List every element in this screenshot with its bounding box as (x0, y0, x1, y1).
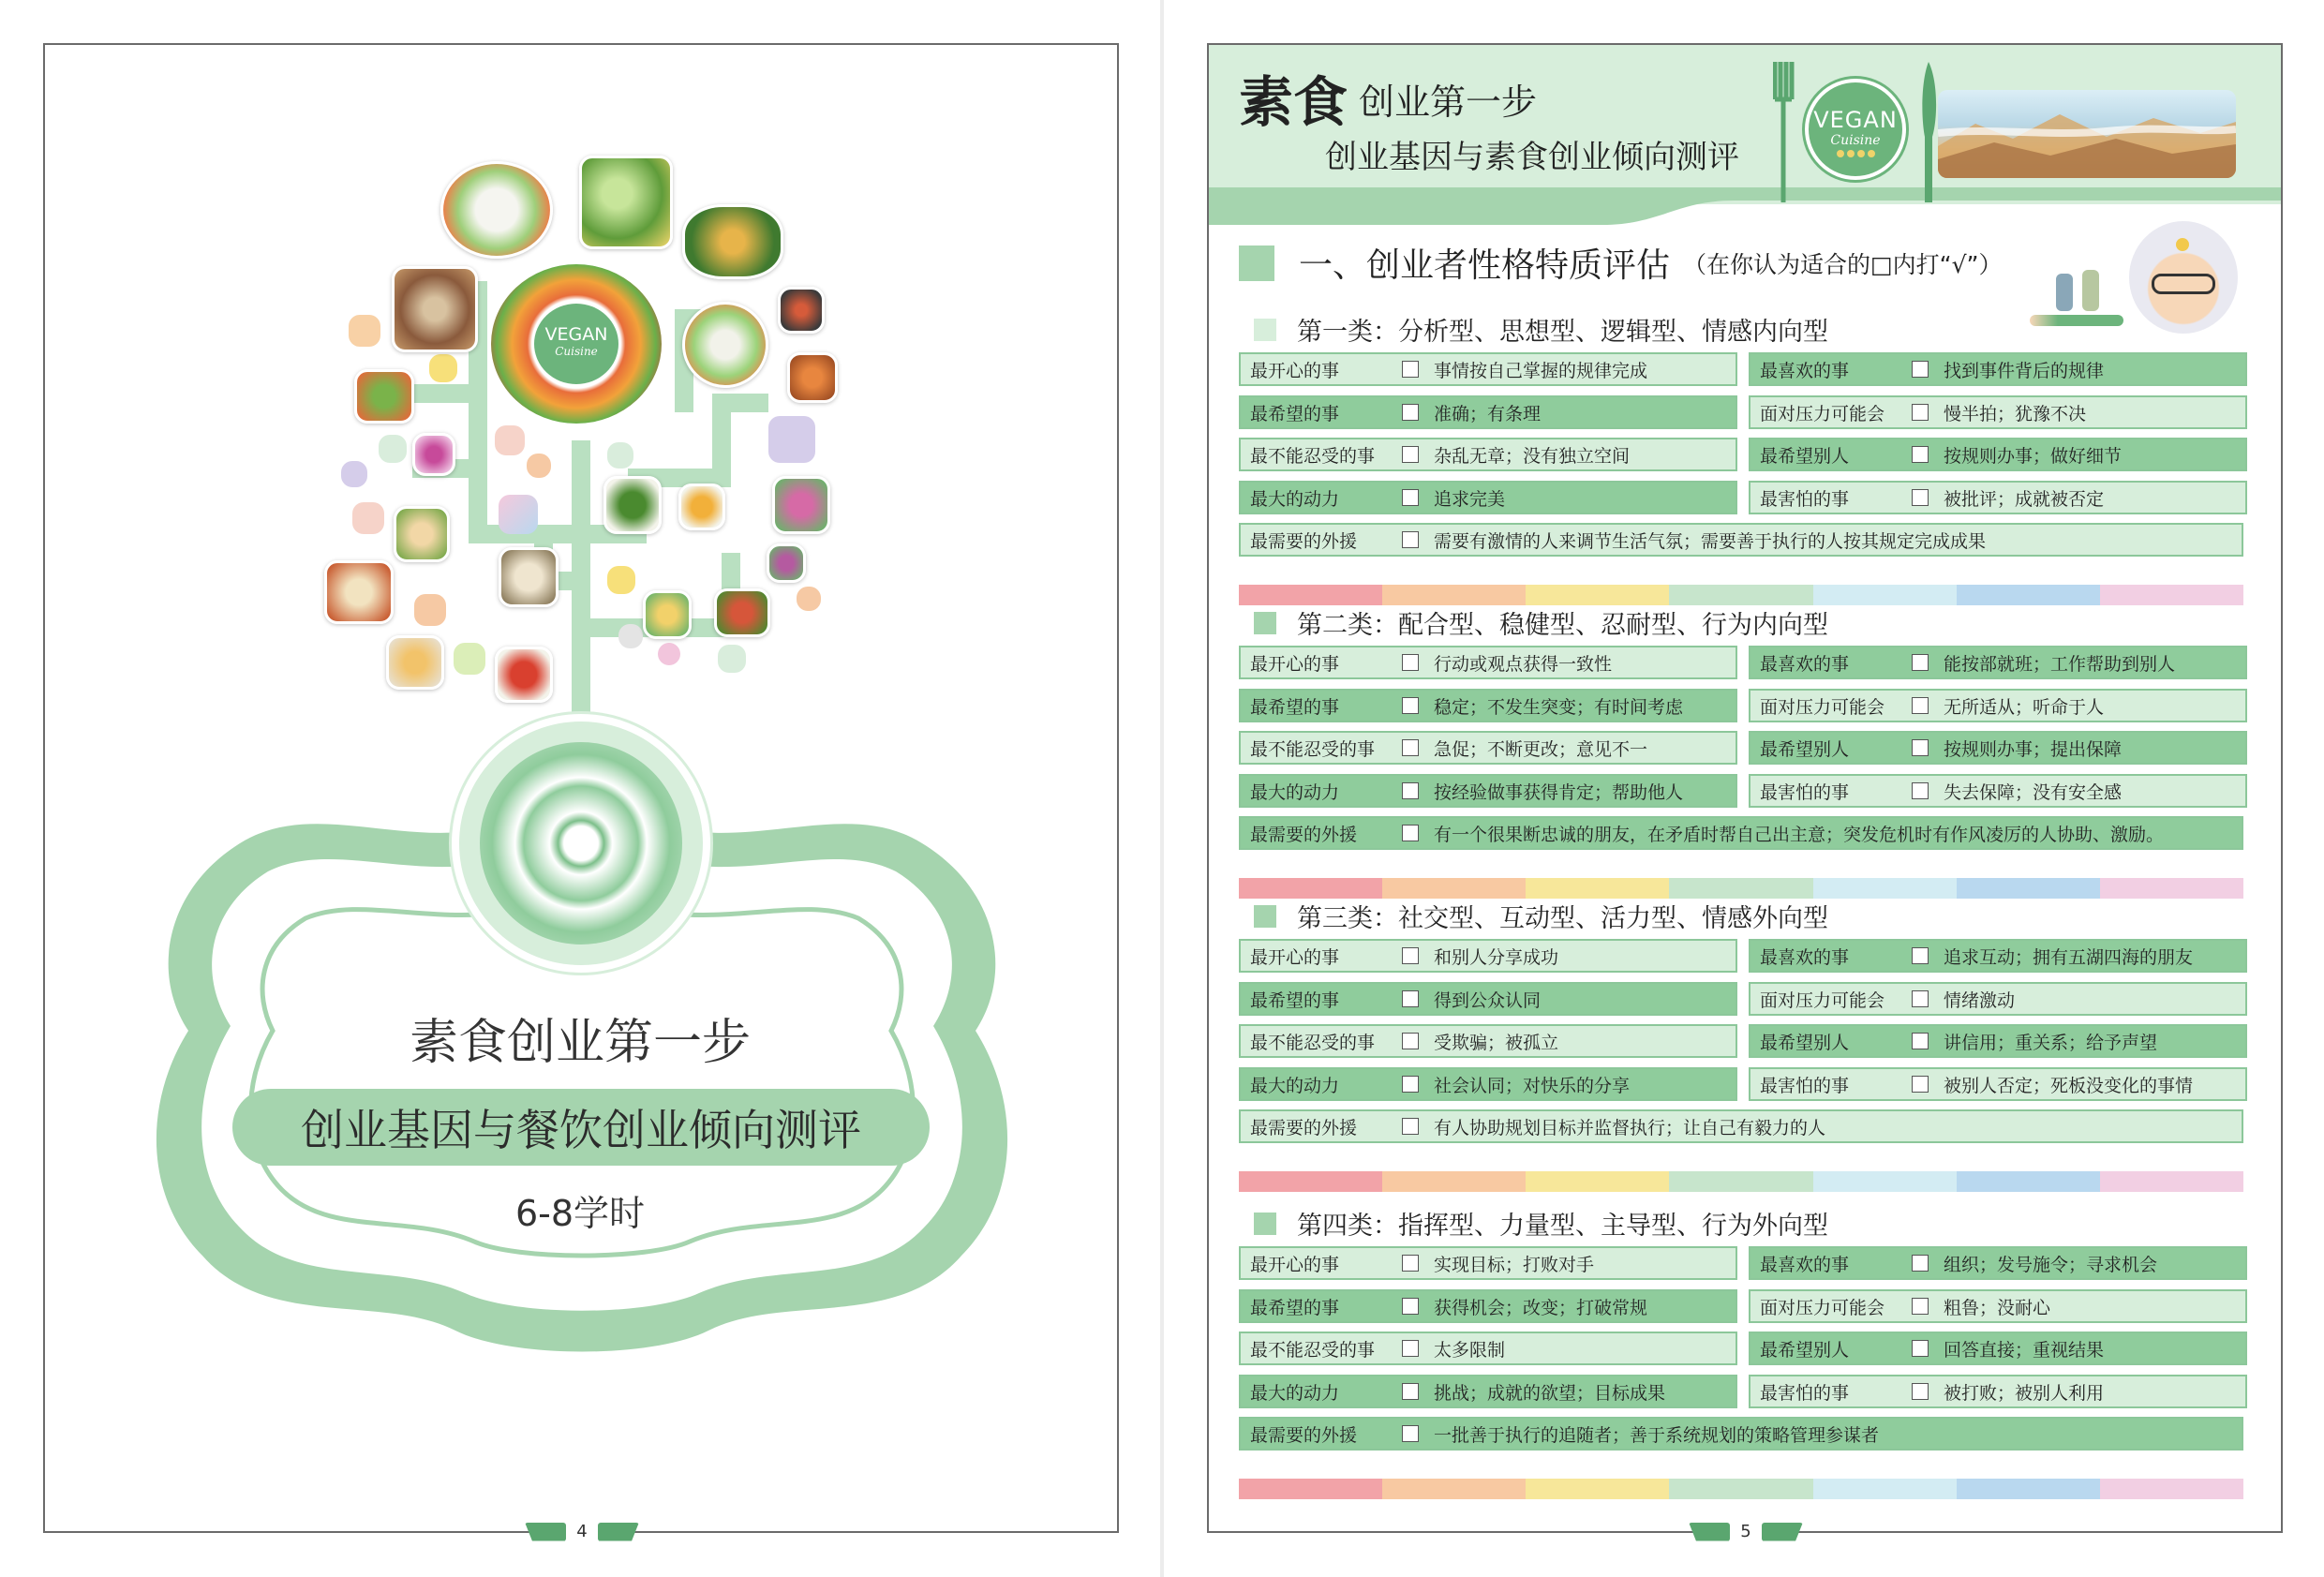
trait-row-right (1749, 982, 2247, 1016)
trait-value: 社会认同；对快乐的分享 (1434, 1075, 1631, 1096)
checkbox[interactable] (1912, 697, 1929, 714)
logo-script: Cuisine (1830, 133, 1881, 148)
page-number-tab (525, 1522, 639, 1541)
trait-label: 最希望的事 (1250, 989, 1340, 1011)
checkbox[interactable] (1402, 446, 1419, 463)
trait-value: 有人协助规划目标并监督执行；让自己有毅力的人 (1434, 1117, 1826, 1138)
section-title (1239, 239, 2002, 287)
trait-value: 被别人否定；死板没变化的事情 (1944, 1075, 2194, 1096)
pastel-tile (797, 587, 821, 611)
section-instruction: （在你认为适合的□内打“√”） (1683, 250, 2003, 278)
trait-value: 追求互动；拥有五湖四海的朋友 (1944, 946, 2194, 968)
food-photo-veg-dish (682, 204, 783, 279)
trait-label: 面对压力可能会 (1760, 696, 1885, 718)
food-photo-small (394, 506, 450, 562)
trait-row-left (1239, 1067, 1737, 1101)
trait-label: 最需要的外援 (1250, 824, 1358, 845)
category-title (1254, 1205, 1828, 1242)
food-photo-small (714, 588, 770, 637)
trait-label: 最害怕的事 (1760, 1382, 1850, 1404)
trait-row-right (1749, 774, 2247, 808)
trait-label: 最喜欢的事 (1760, 1254, 1850, 1275)
trait-row-right (1749, 1024, 2247, 1058)
pastel-tile (352, 502, 384, 534)
category-marker (1254, 905, 1276, 928)
trait-label: 最不能忍受的事 (1250, 1032, 1376, 1053)
header-title-big: 素食 (1239, 70, 1348, 134)
food-photo-small (386, 635, 444, 690)
food-photo-small (787, 352, 838, 403)
food-photo-small (778, 287, 825, 334)
trait-label: 最开心的事 (1250, 653, 1340, 675)
trait-value: 追求完美 (1434, 488, 1506, 510)
category-title (1254, 898, 1828, 934)
trait-row-right (1749, 1375, 2247, 1408)
trait-label: 最希望别人 (1760, 1032, 1850, 1053)
trait-row-right (1749, 689, 2247, 722)
trait-value: 杂乱无章；没有独立空间 (1434, 445, 1631, 467)
trait-label: 最不能忍受的事 (1250, 445, 1376, 467)
pastel-tile (618, 624, 643, 648)
checkbox[interactable] (1402, 697, 1419, 714)
food-photo-small (643, 590, 692, 639)
checkbox[interactable] (1912, 1076, 1929, 1093)
rainbow-divider (1239, 878, 2243, 899)
trait-label: 最开心的事 (1250, 946, 1340, 968)
trait-label: 最害怕的事 (1760, 1075, 1850, 1096)
trait-value: 能按部就班；工作帮助到别人 (1944, 653, 2176, 675)
trait-label: 最大的动力 (1250, 1075, 1340, 1096)
food-photo-grains (392, 266, 478, 352)
food-photo-small (499, 547, 559, 607)
category-marker (1254, 319, 1276, 341)
checkbox[interactable] (1402, 782, 1419, 799)
trait-value: 急促；不断更改；意见不一 (1434, 738, 1648, 760)
checkbox[interactable] (1402, 489, 1419, 506)
trait-value: 准确；有条理 (1434, 403, 1542, 424)
checkbox[interactable] (1912, 782, 1929, 799)
trait-value: 被打败；被别人利用 (1944, 1382, 2105, 1404)
rainbow-divider (1239, 1171, 2243, 1192)
trait-value: 行动或观点获得一致性 (1434, 653, 1613, 675)
pastel-tile (495, 425, 525, 455)
page-tab-right (1762, 1523, 1803, 1541)
trait-row-right (1749, 1289, 2247, 1323)
pastel-tile (429, 354, 457, 382)
checkbox[interactable] (1402, 654, 1419, 671)
pastel-tile (341, 461, 367, 487)
trait-row-right (1749, 1332, 2247, 1365)
category-marker (1254, 1213, 1276, 1235)
trait-row-left (1239, 1289, 1737, 1323)
trait-value: 回答直接；重视结果 (1944, 1339, 2105, 1361)
trait-row-left (1239, 774, 1737, 808)
header-subtitle: 创业基因与素食创业倾向测评 (1325, 139, 1739, 176)
vegan-cuisine-logo (1805, 79, 1906, 180)
trait-row-left (1239, 731, 1737, 765)
checkbox[interactable] (1912, 1298, 1929, 1315)
pastel-tile (718, 645, 746, 673)
trait-value: 稳定；不发生突变；有时间考虑 (1434, 696, 1684, 718)
trait-label: 最不能忍受的事 (1250, 738, 1376, 760)
trait-value: 慢半拍；犹豫不决 (1944, 403, 2087, 424)
trait-label: 最需要的外援 (1250, 1424, 1358, 1446)
checkbox[interactable] (1912, 1383, 1929, 1400)
checkbox[interactable] (1402, 1340, 1419, 1357)
trait-row-left (1239, 689, 1737, 722)
trait-value: 一批善于执行的追随者；善于系统规划的策略管理参谋者 (1434, 1424, 1880, 1446)
trait-row-right (1749, 481, 2247, 514)
checkbox[interactable] (1402, 531, 1419, 548)
food-photo-greens (579, 156, 673, 249)
trait-label: 最希望别人 (1760, 738, 1850, 760)
trait-value: 挑战；成就的欲望；目标成果 (1434, 1382, 1666, 1404)
pastel-tile (349, 315, 380, 347)
trait-value: 事情按自己掌握的规律完成 (1434, 360, 1648, 381)
trait-row-right (1749, 1246, 2247, 1280)
pastel-tile (414, 594, 446, 626)
trait-row-right (1749, 395, 2247, 429)
cover-title: 素食创业第一步 (409, 1015, 751, 1071)
lotus-emblem (452, 714, 710, 973)
logo-script: Cuisine (555, 345, 598, 358)
trait-value: 失去保障；没有安全感 (1944, 781, 2123, 803)
logo-text: VEGAN (1813, 107, 1898, 133)
pastel-tile (379, 435, 407, 463)
pastel-tile (527, 454, 551, 478)
checkbox[interactable] (1402, 947, 1419, 964)
checkbox[interactable] (1912, 1340, 1929, 1357)
checkbox[interactable] (1402, 1033, 1419, 1049)
trait-row-left (1239, 481, 1737, 514)
trait-value: 太多限制 (1434, 1339, 1506, 1361)
trait-value: 获得机会；改变；打破常规 (1434, 1297, 1648, 1318)
trait-value: 找到事件背后的规律 (1944, 360, 2105, 381)
right-page (1164, 0, 2324, 1577)
trait-label: 最大的动力 (1250, 1382, 1340, 1404)
checkbox[interactable] (1912, 361, 1929, 378)
pastel-tile (454, 643, 485, 675)
trait-label: 最害怕的事 (1760, 781, 1850, 803)
category-title-text: 第二类：配合型、稳健型、忍耐型、行为内向型 (1297, 611, 1828, 640)
trait-label: 最不能忍受的事 (1250, 1339, 1376, 1361)
trait-label: 最希望的事 (1250, 696, 1340, 718)
trait-row-left (1239, 1246, 1737, 1280)
trait-row-left (1239, 1024, 1737, 1058)
checkbox[interactable] (1402, 1118, 1419, 1135)
trait-row-full (1239, 1417, 2243, 1451)
trait-row-full (1239, 1109, 2243, 1143)
checkbox[interactable] (1402, 361, 1419, 378)
section-marker (1239, 245, 1274, 281)
trait-value: 情绪激动 (1944, 989, 2016, 1011)
trait-value: 讲信用；重关系；给予声望 (1944, 1032, 2158, 1053)
section-heading: 一、创业者性格特质评估 (1299, 246, 1671, 285)
trait-row-left (1239, 352, 1737, 386)
header-wave (1209, 187, 2281, 225)
food-photo-salad-plate (682, 302, 768, 388)
checkbox[interactable] (1912, 1033, 1929, 1049)
trait-label: 最喜欢的事 (1760, 946, 1850, 968)
fork-icon (1773, 62, 1795, 202)
trait-label: 面对压力可能会 (1760, 1297, 1885, 1318)
trait-row-left (1239, 395, 1737, 429)
checkbox[interactable] (1402, 1076, 1419, 1093)
food-photo-small (354, 369, 414, 424)
trait-label: 面对压力可能会 (1760, 403, 1885, 424)
trait-row-right (1749, 438, 2247, 471)
trait-label: 最大的动力 (1250, 781, 1340, 803)
pastel-tile (607, 566, 635, 594)
cartoon-thinking-man (2129, 221, 2238, 334)
category-title-text: 第三类：社交型、互动型、活力型、情感外向型 (1297, 904, 1828, 933)
cartoon-people-pencil (2030, 268, 2123, 330)
trait-value: 需要有激情的人来调节生活气氛；需要善于执行的人按其规定完成成果 (1434, 530, 1987, 552)
trait-value: 有一个很果断忠诚的朋友，在矛盾时帮自己出主意；突发危机时有作风凌厉的人协助、激励。 (1434, 824, 2165, 845)
food-photo-small (324, 560, 394, 624)
trait-row-left (1239, 646, 1737, 679)
knife-icon (1919, 62, 1938, 202)
food-photo-pepper (678, 484, 725, 530)
trait-label: 最喜欢的事 (1760, 360, 1850, 381)
category-title-text: 第四类：指挥型、力量型、主导型、行为外向型 (1297, 1212, 1828, 1241)
cover-subtitle-pill (232, 1089, 930, 1166)
checkbox[interactable] (1402, 1298, 1419, 1315)
trait-label: 最希望的事 (1250, 1297, 1340, 1318)
checkbox[interactable] (1402, 1255, 1419, 1272)
trait-row-right (1749, 646, 2247, 679)
trait-label: 最害怕的事 (1760, 488, 1850, 510)
category-marker (1254, 612, 1276, 634)
trait-row-left (1239, 1332, 1737, 1365)
checkbox[interactable] (1402, 990, 1419, 1007)
trait-row-right (1749, 352, 2247, 386)
trait-label: 最需要的外援 (1250, 1117, 1358, 1138)
pastel-tile (499, 495, 538, 534)
trait-label: 最希望别人 (1760, 445, 1850, 467)
trait-label: 最喜欢的事 (1760, 653, 1850, 675)
food-photo-tomato (495, 647, 553, 703)
page-tab-left (1689, 1523, 1730, 1541)
checkbox[interactable] (1912, 489, 1929, 506)
trait-label: 面对压力可能会 (1760, 989, 1885, 1011)
trait-value: 按经验做事获得肯定；帮助他人 (1434, 781, 1684, 803)
trait-label: 最开心的事 (1250, 1254, 1340, 1275)
trait-label: 最开心的事 (1250, 360, 1340, 381)
trait-row-left (1239, 939, 1737, 973)
checkbox[interactable] (1912, 739, 1929, 756)
page-tab-right (598, 1523, 639, 1541)
pastel-tile (658, 643, 680, 665)
checkbox[interactable] (1402, 739, 1419, 756)
trait-row-left (1239, 982, 1737, 1016)
checkbox[interactable] (1402, 404, 1419, 421)
food-photo-small (767, 543, 806, 583)
checkbox[interactable] (1912, 654, 1929, 671)
checkbox[interactable] (1912, 446, 1929, 463)
trait-label: 最大的动力 (1250, 488, 1340, 510)
trait-row-full (1239, 816, 2243, 850)
trait-value: 组织；发号施令；寻求机会 (1944, 1254, 2158, 1275)
food-photo-small (412, 433, 455, 476)
checkbox[interactable] (1912, 1255, 1929, 1272)
page-number: 4 (566, 1522, 598, 1541)
page-number: 5 (1730, 1522, 1762, 1541)
logo-text: VEGAN (544, 324, 608, 345)
trait-value: 无所适从；听命于人 (1944, 696, 2105, 718)
pastel-tile (768, 416, 815, 463)
trait-value: 粗鲁；没耐心 (1944, 1297, 2051, 1318)
trait-value: 按规则办事；提出保障 (1944, 738, 2123, 760)
rainbow-divider (1239, 585, 2243, 605)
page-tab-left (525, 1523, 566, 1541)
course-hours: 6-8学时 (514, 1193, 646, 1234)
trait-label: 最希望别人 (1760, 1339, 1850, 1361)
trait-row-right (1749, 1067, 2247, 1101)
header-title-rest: 创业第一步 (1359, 82, 1538, 123)
trait-label: 最希望的事 (1250, 403, 1340, 424)
checkbox[interactable] (1402, 1383, 1419, 1400)
pastel-tile (607, 442, 633, 469)
trait-row-right (1749, 731, 2247, 765)
trait-row-left (1239, 1375, 1737, 1408)
trait-value: 被批评；成就被否定 (1944, 488, 2105, 510)
checkbox[interactable] (1402, 825, 1419, 841)
checkbox[interactable] (1912, 404, 1929, 421)
trait-row-left (1239, 438, 1737, 471)
cover-subtitle: 创业基因与餐饮创业倾向测评 (301, 1105, 861, 1155)
trait-value: 实现目标；打败对手 (1434, 1254, 1595, 1275)
rainbow-divider (1239, 1479, 2243, 1499)
landscape-image (1938, 90, 2236, 178)
trait-row-full (1239, 523, 2243, 557)
page-number-tab (1689, 1522, 1803, 1541)
logo-dots (1809, 150, 1902, 157)
trait-label: 最需要的外援 (1250, 530, 1358, 552)
checkbox[interactable] (1912, 990, 1929, 1007)
category-title (1254, 604, 1828, 641)
category-title (1254, 311, 1828, 348)
category-title-text: 第一类：分析型、思想型、逻辑型、情感内向型 (1297, 318, 1828, 347)
food-photo-salad-bowl (440, 161, 553, 259)
food-photo-pepper (603, 476, 662, 534)
checkbox[interactable] (1402, 1425, 1419, 1442)
trait-row-right (1749, 939, 2247, 973)
trait-value: 受欺骗；被孤立 (1434, 1032, 1559, 1053)
left-page (0, 0, 1160, 1577)
checkbox[interactable] (1912, 947, 1929, 964)
trait-value: 按规则办事；做好细节 (1944, 445, 2123, 467)
vegan-wreath-logo (491, 264, 662, 424)
trait-value: 和别人分享成功 (1434, 946, 1559, 968)
trait-value: 得到公众认同 (1434, 989, 1542, 1011)
food-photo-small (772, 476, 830, 534)
